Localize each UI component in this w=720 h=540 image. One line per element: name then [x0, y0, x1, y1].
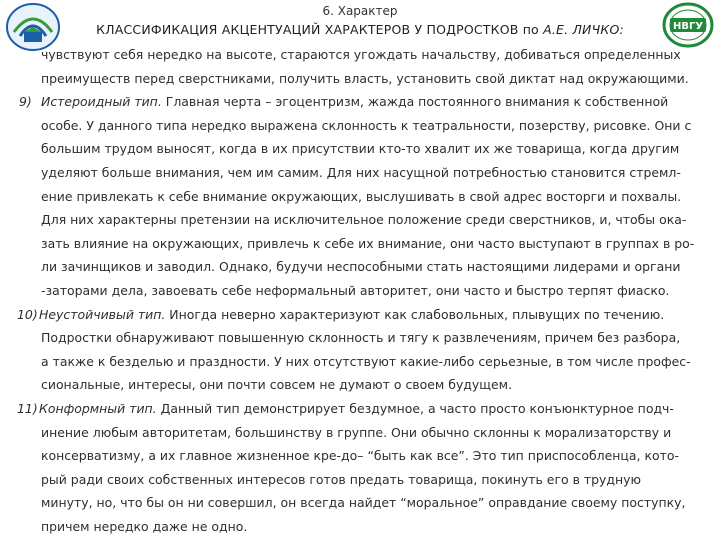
logo-text: НВГУ — [672, 21, 704, 32]
text-line: ли зачинщиков и заводил. Однако, будучи неспособными стать настоящими лидерами и органи — [41, 259, 681, 275]
text-line: большим трудом выносят, когда в их присутствии кто-то хвалит их же товарища, когда другим — [41, 141, 680, 157]
type-name: Неустойчивый тип. — [39, 306, 166, 322]
list-number: 9) — [19, 94, 32, 110]
text-line: инение любым авторитетам, большинству в группе. Они обычно склонны к морализаторству и — [41, 424, 672, 440]
text-line: особе. У данного типа нередко выражена склонность к театральности, позерству, рисовке. Они с — [41, 117, 692, 133]
type-name: Истероидный тип. — [41, 94, 162, 110]
page-title — [60, 22, 660, 37]
text-line: а также к безделью и праздности. У них отсутствуют какие-либо серьезные, в том числе профес- — [41, 353, 691, 369]
title-author: А.Е. ЛИЧКО: — [543, 22, 624, 37]
text-line: Иногда неверно характеризуют как слабовольных, плывущих по течению. — [165, 306, 665, 322]
text-line: Для них характерны претензии на исключительное положение среди сверстников, и, чтобы ока- — [41, 212, 687, 228]
title-main: КЛАССИФИКАЦИЯ АКЦЕНТУАЦИЙ ХАРАКТЕРОВ У ПОДРОСТКОВ по — [96, 22, 544, 37]
list-number: 11) — [17, 400, 38, 416]
text-line: Данный тип демонстрирует бездумное, а часто просто конъюнктурное подч- — [156, 400, 674, 416]
list-item-histrionic — [0, 90, 720, 114]
text-line: Главная черта – эгоцентризм, жажда постоянного внимания к собственной — [161, 94, 669, 110]
text-line: консерватизму, а их главное жизненное кре-до– “быть как все”. Это тип приспособленца, кото- — [41, 448, 679, 464]
text-line: минуту, но, что бы он ни совершил, он всегда найдет “моральное” оправдание своему поступку, — [41, 495, 686, 511]
text-line: преимуществ перед сверстниками, получить власть, установить свой диктат над окружающими. — [41, 70, 689, 86]
text-line: уделяют больше внимания, чем им самим. Для них насущной потребностью становится стремл- — [41, 164, 681, 180]
type-name: Конформный тип. — [39, 400, 157, 416]
chapter-title: 6. Характер — [322, 4, 398, 18]
text-line: зать влияние на окружающих, привлечь к себе их внимание, они часто выступают в группах в ро- — [41, 235, 695, 251]
list-number: 10) — [17, 306, 38, 322]
text-line: -заторами дела, завоевать себе неформальный авторитет, они часто и быстро терпят фиаско. — [41, 282, 670, 298]
list-item-unstable — [0, 303, 720, 327]
document-body — [0, 43, 720, 538]
text-line: ение привлекать к себе внимание окружающих, выслушивать в свой адрес восторги и похвалы. — [41, 188, 682, 204]
text-line: Подростки обнаруживают повышенную склонность и тягу к развлечениям, причем без разбора, — [41, 330, 681, 346]
text-line: рый ради своих собственных интересов готов предать товарища, покинуть его в трудную — [41, 471, 641, 487]
text-line: чувствуют себя нередко на высоте, стараются угождать начальству, добиваться определенных — [41, 47, 681, 62]
text-line: сиональные, интересы, они почти совсем не думают о своем будущем. — [41, 377, 513, 393]
text-line: причем нередко даже не одно. — [41, 518, 248, 534]
list-item-conformal — [0, 397, 720, 421]
